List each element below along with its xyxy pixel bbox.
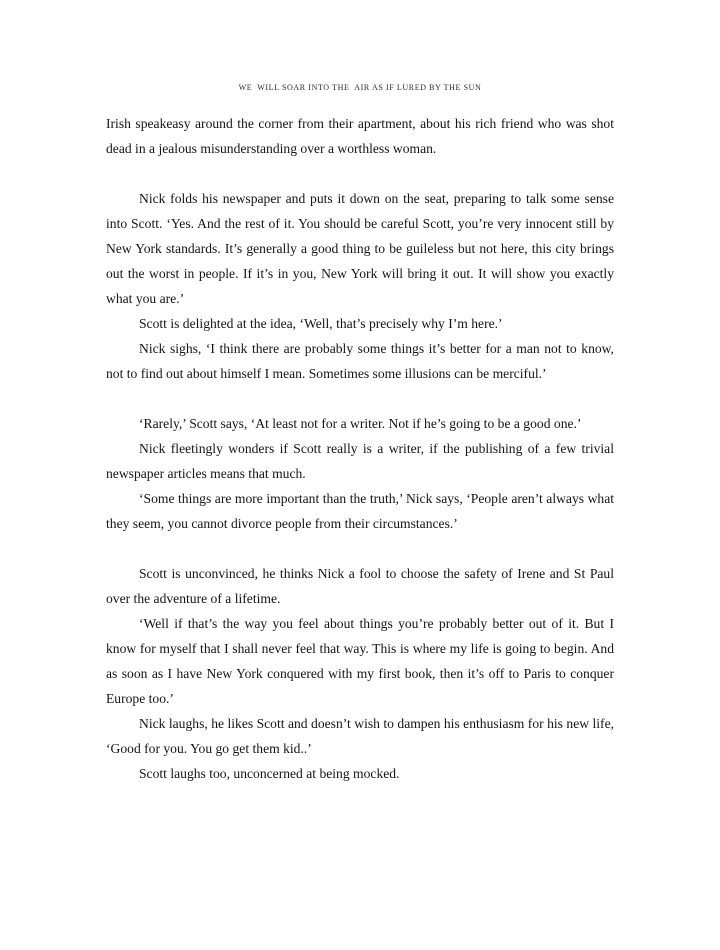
paragraph: Nick fleetingly wonders if Scott really is a writer, if the publishing of a few trivial newspaper articles means that much. xyxy=(106,441,614,481)
paragraph: ‘Well if that’s the way you feel about things you’re probably better out of it. But I know for myself that I shall never feel that way. This is where my life is going to begin. And as soon as I have New York conquered with my first book, then it’s off to Paris to conquer Europe too.’ xyxy=(106,616,614,706)
paragraph: Nick folds his newspaper and puts it down on the seat, preparing to talk some sense into Scott. ‘Yes. And the rest of it. You should be careful Scott, you’re very innocent still by New York standards. It’s generally a good thing to be guileless but not here, this city brings out the worst in people. If it’s in you, New York will bring it out. It will show you exactly what you are.’ xyxy=(106,191,614,306)
paragraph: ‘Some things are more important than the truth,’ Nick says, ‘People aren’t always what they seem, you cannot divorce people from their circumstances.’ xyxy=(106,491,614,531)
paragraph: Scott is delighted at the idea, ‘Well, that’s precisely why I’m here.’ xyxy=(139,316,503,331)
paragraph: Nick laughs, he likes Scott and doesn’t wish to dampen his enthusiasm for his new life, ‘Good for you. You go get them kid..’ xyxy=(106,716,614,756)
paragraph: ‘Rarely,’ Scott says, ‘At least not for a writer. Not if he’s going to be a good one.’ xyxy=(139,416,582,431)
paragraph: Nick sighs, ‘I think there are probably some things it’s better for a man not to know, not to find out about himself I mean. Sometimes some illusions can be merciful.’ xyxy=(106,341,614,381)
paragraph: Irish speakeasy around the corner from their apartment, about his rich friend who was shot dead in a jealous misunderstanding over a worthless woman. xyxy=(106,116,614,156)
page-body xyxy=(106,111,614,786)
paragraph: Scott laughs too, unconcerned at being mocked. xyxy=(139,766,400,781)
running-header: WE WILL SOAR INTO THE AIR AS IF LURED BY THE SUN xyxy=(238,83,482,92)
paragraph: Scott is unconvinced, he thinks Nick a fool to choose the safety of Irene and St Paul over the adventure of a lifetime. xyxy=(106,566,614,606)
